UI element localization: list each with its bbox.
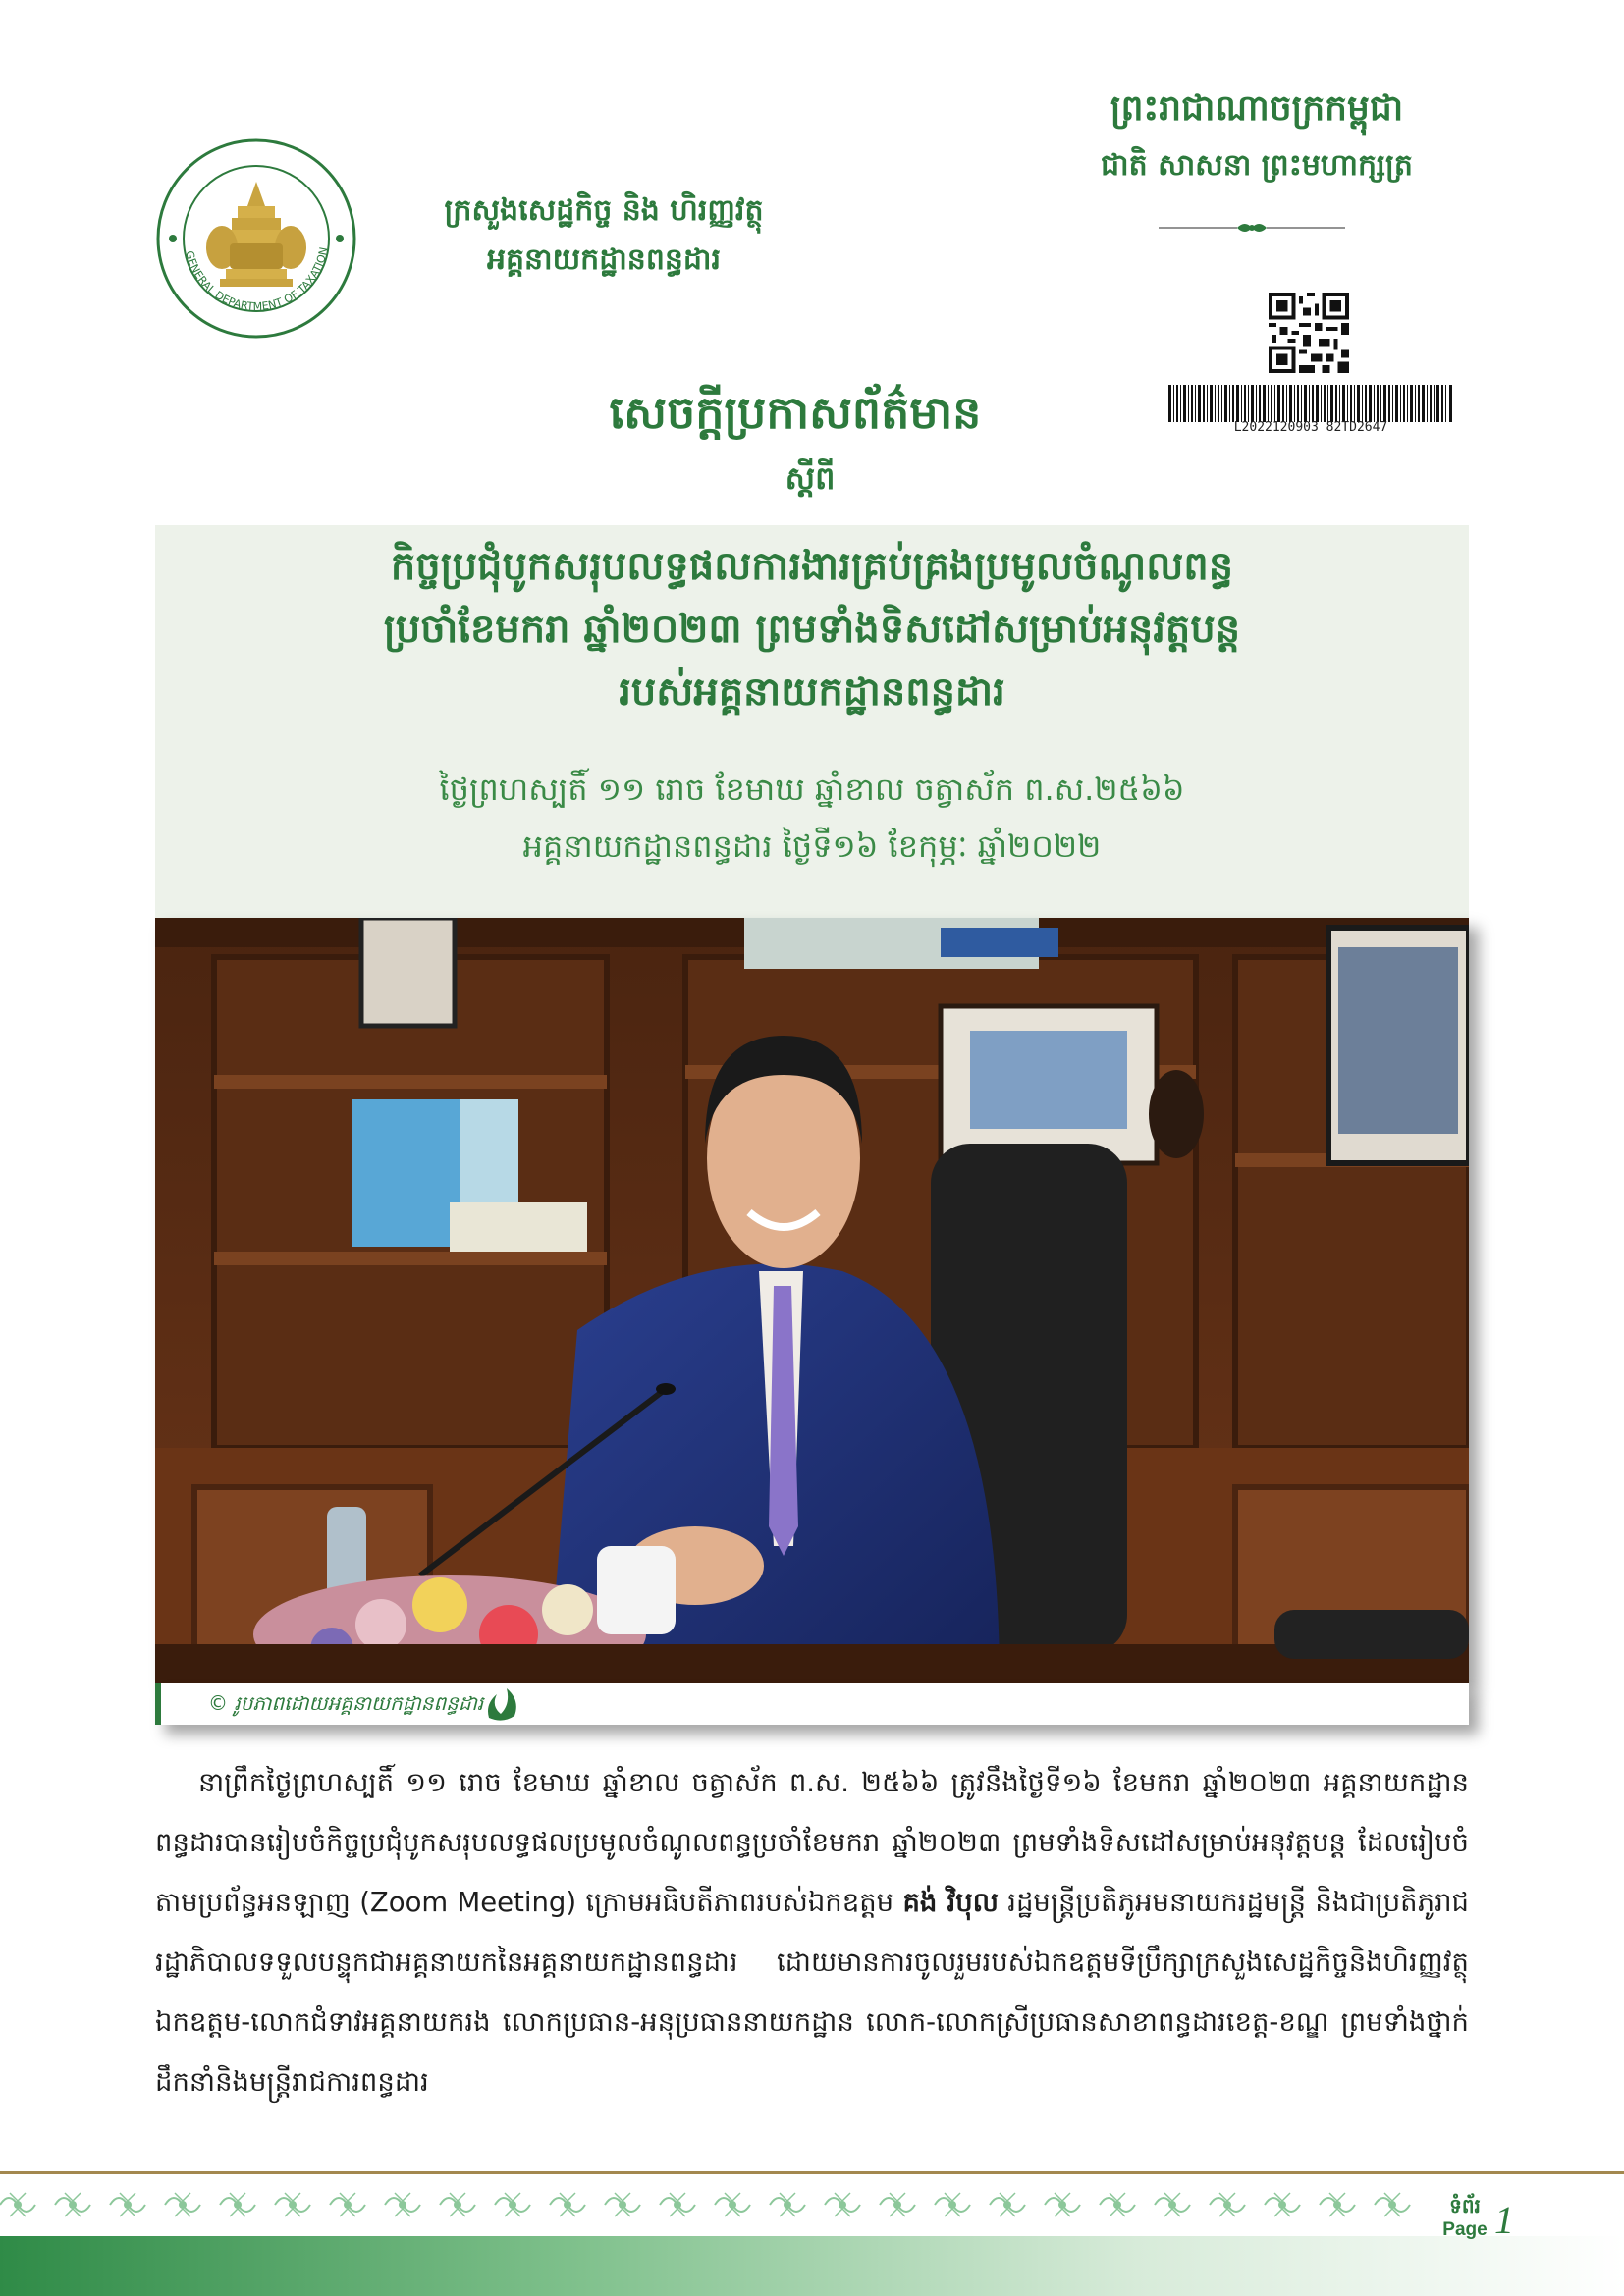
body-paragraph-2: រដ្ឋមន្ត្រីប្រតិភូអមនាយករដ្ឋមន្ត្រី និងជាប្រតិភូរាជរដ្ឋាភិបាលទទួលបន្ទុកជាអគ្គនាយកនៃអគ្គនាយកដ្ឋានពន្ធដារ ដោយមានការចូលរួមរបស់ឯកឧត្តមទីប្រឹក្សាក្រសួងសេដ្ឋកិច្ចនិងហិរញ្ញវត្ថុ ឯកឧត្តម-លោកជំទាវអគ្គនាយករង លោកប្រធាន-អនុប្រធាននាយកដ្ឋាន លោក-លោកស្រីប្រធានសាខាពន្ធដារខេត្ត-ខណ្ឌ ព្រមទាំងថ្នាក់ដឹកនាំនិងមន្ត្រីរាជការពន្ធដារ (155, 1887, 1469, 2098)
qr-code-icon (1269, 293, 1349, 373)
page-label-km: ទំព័រ (1449, 2194, 1481, 2217)
barcode-number: L2022120903 82TD2647 (1233, 420, 1388, 435)
solar-date: អគ្គនាយកដ្ឋានពន្ធដារ ថ្ងៃទី១៦ ខែកុម្ភៈ ឆ្នាំ២០២២ (522, 828, 1102, 865)
footer-rule (0, 2171, 1624, 2174)
body-paragraph-1: នាព្រឹកថ្ងៃព្រហស្បតិ៍ ១១ រោច ខែមាឃ ឆ្នាំខាល ចត្វាស័ក ព.ស. ២៥៦៦ ត្រូវនឹងថ្ងៃទី១៦ ខែមករា ឆ្នាំ២០២៣ អគ្គនាយកដ្ឋានពន្ធដារបានរៀបចំកិច្ចប្រជុំបូកសរុបលទ្ធផលប្រមូលចំណូលពន្ធប្រចាំខែមករា ឆ្នាំ២០២៣ ព្រមទាំងទិសដៅសម្រាប់អនុវត្តបន្ត ដែលរៀបចំតាមប្រព័ន្ធអនឡាញ (Zoom Meeting) ក្រោមអធិបតីភាពរបស់ឯកឧត្តម (155, 1767, 1469, 1918)
official-name: គង់ វិបុល (902, 1887, 999, 1918)
barcode-icon (1168, 385, 1453, 422)
gdt-mark-icon (481, 1681, 524, 1724)
divider-ornament-icon (1159, 218, 1345, 238)
meeting-photo (155, 918, 1469, 1683)
headline (177, 535, 1447, 723)
kingdom-line1: ព្រះរាជាណាចក្រកម្ពុជា (1110, 88, 1404, 129)
page-label-en: Page (1442, 2219, 1488, 2240)
page-number: 1 (1494, 2198, 1514, 2242)
ministry-line1: ក្រសួងសេដ្ឋកិច្ច និង ហិរញ្ញវត្ថុ (444, 193, 764, 228)
svg-text:GENERAL DEPARTMENT OF TAXATION: GENERAL DEPARTMENT OF TAXATION (183, 245, 331, 314)
lunar-date: ថ្ងៃព្រហស្បតិ៍ ១១ រោច ខែមាឃ ឆ្នាំខាល ចត្វាស័ក ព.ស.២៥៦៦ (439, 771, 1185, 808)
gdt-seal-icon (155, 137, 357, 340)
headline-line2: ប្រចាំខែមករា ឆ្នាំ២០២៣ ព្រមទាំងទិសដៅសម្រាប់អនុវត្តបន្ត (383, 607, 1241, 652)
caption-accent (155, 1683, 161, 1725)
page-label (1435, 2193, 1494, 2242)
kingdom-line2: ជាតិ សាសនា ព្រះមហាក្សត្រ (1101, 148, 1413, 183)
article-body (155, 1753, 1469, 2112)
footer-gradient-band (0, 2236, 1624, 2296)
document-subtitle: ស្តីពី (785, 459, 836, 497)
document-title: សេចក្តីប្រកាសព័ត៌មាន (609, 386, 982, 439)
photo-caption: © រូបភាពដោយអគ្គនាយកដ្ឋានពន្ធដារ (208, 1691, 484, 1715)
ministry-line2: អគ្គនាយកដ្ឋានពន្ធដារ (486, 242, 722, 277)
headline-line3: របស់អគ្គនាយកដ្ឋានពន្ធដារ (619, 669, 1005, 715)
kingdom-motto (1021, 79, 1492, 192)
date-block (177, 761, 1447, 875)
ministry-name (388, 187, 820, 285)
footer-ornament-icon (0, 2187, 1414, 2222)
headline-line1: កិច្ចប្រជុំបូកសរុបលទ្ធផលការងារគ្រប់គ្រងប្រមូលចំណូលពន្ធ (390, 544, 1234, 589)
